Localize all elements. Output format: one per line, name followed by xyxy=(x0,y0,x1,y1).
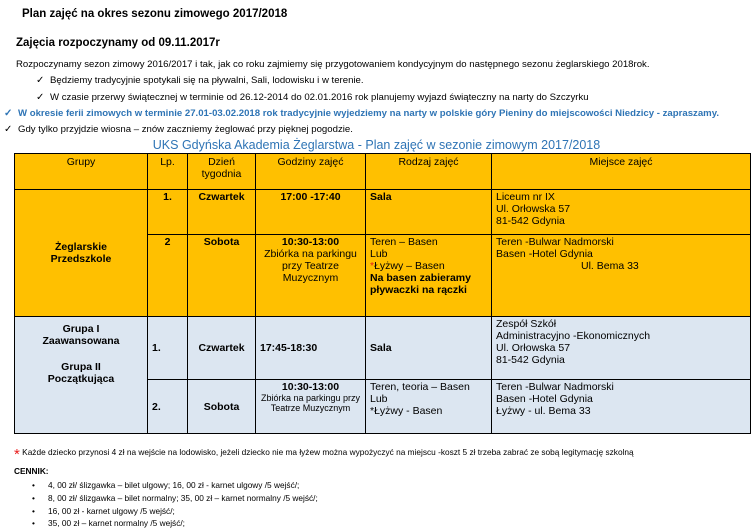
lp-cell: 1. xyxy=(148,317,188,380)
page-title: Plan zajęć na okres sezonu zimowego 2017/2018 xyxy=(22,8,288,20)
header-grupy: Grupy xyxy=(15,154,148,190)
day-cell: Sobota xyxy=(188,235,256,317)
time-cell: 17:45-18:30 xyxy=(256,317,366,380)
lp-cell: 2. xyxy=(148,380,188,434)
checkmark-icon: ✓ xyxy=(36,92,45,103)
check-item-1 xyxy=(36,75,364,86)
place-cell: Liceum nr IX Ul. Orłowska 57 81-542 Gdynia xyxy=(492,190,751,235)
time-cell: 17:00 -17:40 xyxy=(256,190,366,235)
footnote xyxy=(14,446,634,463)
place-cell: Teren -Bulwar Nadmorski Basen -Hotel Gdynia Łyżwy - ul. Bema 33 xyxy=(492,380,751,434)
table-row xyxy=(15,190,751,235)
price-item: • 16, 00 zł - karnet ulgowy /5 wejść/; xyxy=(32,506,175,516)
check-item-3 xyxy=(4,108,719,119)
asterisk-icon: * xyxy=(14,446,20,463)
schedule-table xyxy=(14,153,751,434)
time-cell: 10:30-13:00 Zbiórka na parkingu przy Teatrze Muzycznym xyxy=(256,235,366,317)
type-cell: Teren – Basen Lub *Łyżwy – Basen Na basen zabieramy pływaczki na rączki xyxy=(366,235,492,317)
header-miejsce: Miejsce zajęć xyxy=(492,154,751,190)
price-item: • 35, 00 zł – karnet normalny /5 wejść/; xyxy=(32,518,185,528)
header-godziny: Godziny zajęć xyxy=(256,154,366,190)
bullet-icon: • xyxy=(32,518,35,528)
price-item: • 8, 00 zł/ ślizgawka – bilet normalny; 35, 00 zł – karnet normalny /5 wejść/; xyxy=(32,493,318,503)
check-item-text: W czasie przerwy świątecznej w terminie od 26.12-2014 do 02.01.2016 rok planujemy wyjazd świąteczny na narty do Szczyrku xyxy=(50,92,589,103)
price-item: • 4, 00 zł/ ślizgawka – bilet ulgowy; 16, 00 zł - karnet ulgowy /5 wejść/; xyxy=(32,480,300,490)
footnote-text: Każde dziecko przynosi 4 zł na wejście na lodowisko, jeżeli dziecko nie ma łyżew można wypożyczyć na miejscu -koszt 5 zł trzeba zabrać ze sobą legitymację szkolną xyxy=(22,447,634,457)
header-dzien: Dzień tygodnia xyxy=(188,154,256,190)
day-cell: Czwartek xyxy=(188,190,256,235)
check-item-text: W okresie ferii zimowych w terminie 27.01-03.02.2018 rok tradycyjnie wyjedziemy na narty w polskie góry Pieniny do miejscowości Niedzicy - zapraszamy. xyxy=(18,108,719,119)
type-cell: Sala xyxy=(366,317,492,380)
checkmark-icon: ✓ xyxy=(36,75,45,86)
check-item-2 xyxy=(36,92,589,103)
start-date: Zajęcia rozpoczynamy od 09.11.2017r xyxy=(16,37,220,49)
lp-cell: 1. xyxy=(148,190,188,235)
place-cell: Teren -Bulwar Nadmorski Basen -Hotel Gdynia Ul. Bema 33 xyxy=(492,235,751,317)
header-lp: Lp. xyxy=(148,154,188,190)
checkmark-icon: ✓ xyxy=(4,124,13,135)
check-item-4 xyxy=(4,124,353,135)
group-cell-advanced-beginner: Grupa I Zaawansowana Grupa II Początkująca xyxy=(15,317,148,434)
table-title: UKS Gdyńska Akademia Żeglarstwa - Plan zajęć w sezonie zimowym 2017/2018 xyxy=(152,138,601,152)
day-cell: Czwartek xyxy=(188,317,256,380)
day-cell: Sobota xyxy=(188,380,256,434)
bullet-icon: • xyxy=(32,480,35,490)
lp-cell: 2 xyxy=(148,235,188,317)
price-list-heading: CENNIK: xyxy=(14,466,49,476)
place-cell: Zespół Szkół Administracyjno -Ekonomicznych Ul. Orłowska 57 81-542 Gdynia xyxy=(492,317,751,380)
bullet-icon: • xyxy=(32,493,35,503)
table-header-row xyxy=(15,154,751,190)
bullet-icon: • xyxy=(32,506,35,516)
intro-text: Rozpoczynamy sezon zimowy 2016/2017 i tak, jak co roku zajmiemy się przygotowaniem kondycyjnym do następnego sezonu żeglarskiego 2018rok. xyxy=(16,59,650,70)
time-cell: 10:30-13:00 Zbiórka na parkingu przy Teatrze Muzycznym xyxy=(256,380,366,434)
table-row xyxy=(15,317,751,380)
check-item-text: Gdy tylko przyjdzie wiosna – znów zaczniemy żeglować przy pięknej pogodzie. xyxy=(18,124,353,135)
type-cell: Sala xyxy=(366,190,492,235)
header-rodzaj: Rodzaj zajęć xyxy=(366,154,492,190)
check-item-text: Będziemy tradycyjnie spotykali się na pływalni, Sali, lodowisku i w terenie. xyxy=(50,75,364,86)
group-cell-preschool: Żeglarskie Przedszkole xyxy=(15,190,148,317)
checkmark-icon: ✓ xyxy=(4,108,13,119)
type-cell: Teren, teoria – Basen Lub *Łyżwy - Basen xyxy=(366,380,492,434)
